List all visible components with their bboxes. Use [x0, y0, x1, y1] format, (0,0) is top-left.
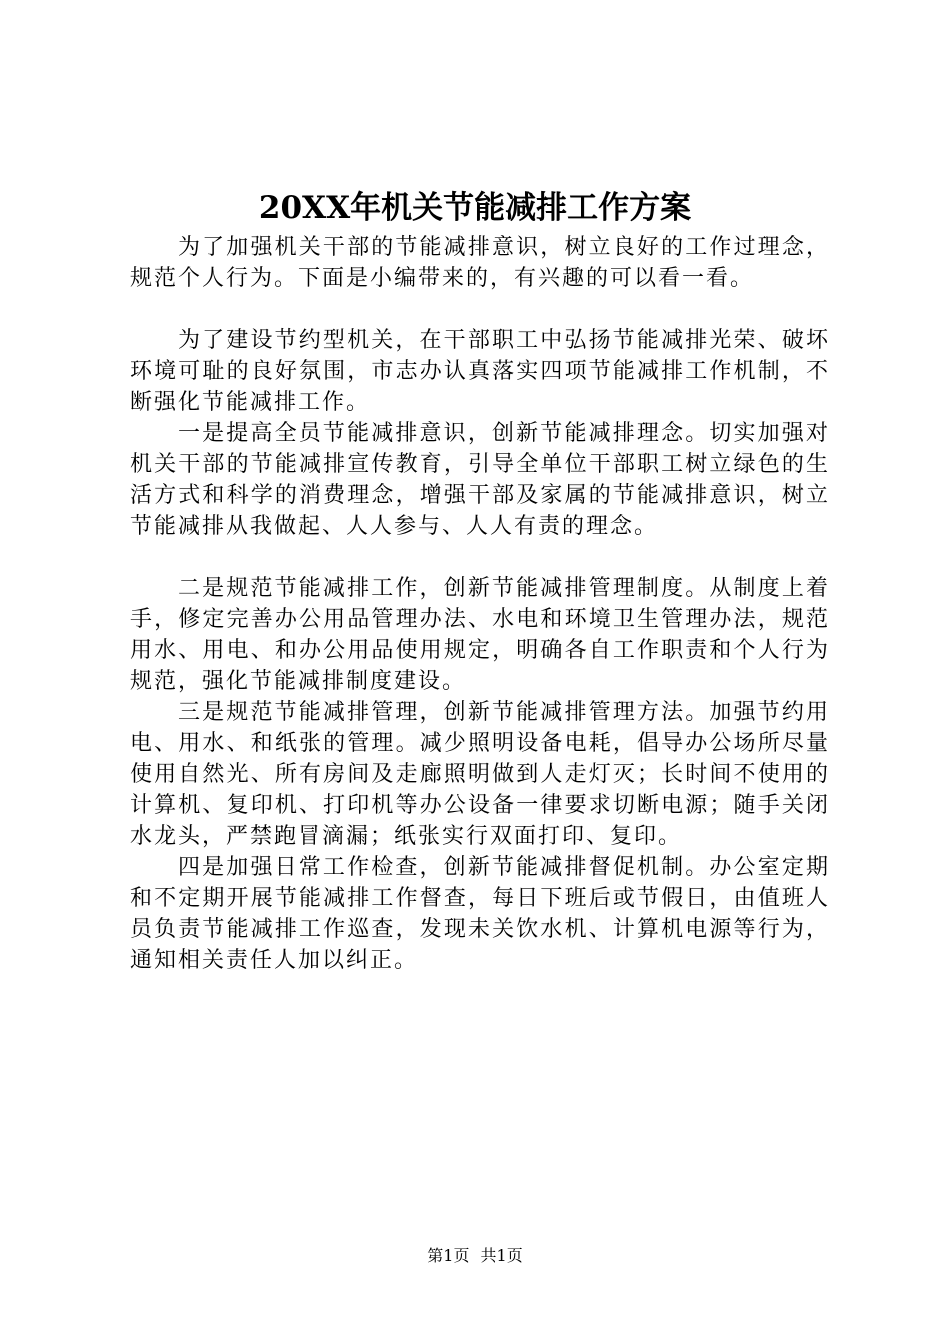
document-title: 20XX年机关节能减排工作方案 [258, 190, 692, 226]
paragraph-item-2: 二是规范节能减排工作，创新节能减排管理制度。从制度上着手，修定完善办公用品管理办法、水电和环境卫生管理办法，规范用水、用电、和办公用品使用规定，明确各自工作职责和个人行为规范，强化节能减排制度建设。 [130, 576, 830, 694]
paragraph-intro: 为了加强机关干部的节能减排意识，树立良好的工作过理念，规范个人行为。下面是小编带来的，有兴趣的可以看一看。 [130, 235, 830, 291]
paragraph-item-3: 三是规范节能减排管理，创新节能减排管理方法。加强节约用电、用水、和纸张的管理。减少照明设备电耗，倡导办公场所尽量使用自然光、所有房间及走廊照明做到人走灯灭；长时间不使用的计算机、复印机、打印机等办公设备一律要求切断电源；随手关闭水龙头，严禁跑冒滴漏；纸张实行双面打印、复印。 [130, 700, 830, 849]
page-footer [0, 1244, 950, 1268]
paragraph-overview: 为了建设节约型机关，在干部职工中弘扬节能减排光荣、破坏环境可耻的良好氛围，市志办认真落实四项节能减排工作机制，不断强化节能减排工作。 [130, 328, 830, 415]
paragraph-item-1: 一是提高全员节能减排意识，创新节能减排理念。切实加强对机关干部的节能减排宣传教育，引导全单位干部职工树立绿色的生活方式和科学的消费理念，增强干部及家属的节能减排意识，树立节能减排从我做起、人人参与、人人有责的理念。 [130, 421, 830, 539]
page-number-total: 共1页 [480, 1246, 523, 1265]
page-number-current: 第1页 [427, 1246, 470, 1265]
paragraph-item-4: 四是加强日常工作检查，创新节能减排督促机制。办公室定期和不定期开展节能减排工作督查，每日下班后或节假日，由值班人员负责节能减排工作巡查，发现未关饮水机、计算机电源等行为，通知相关责任人加以纠正。 [130, 855, 830, 973]
document-body [130, 232, 830, 976]
